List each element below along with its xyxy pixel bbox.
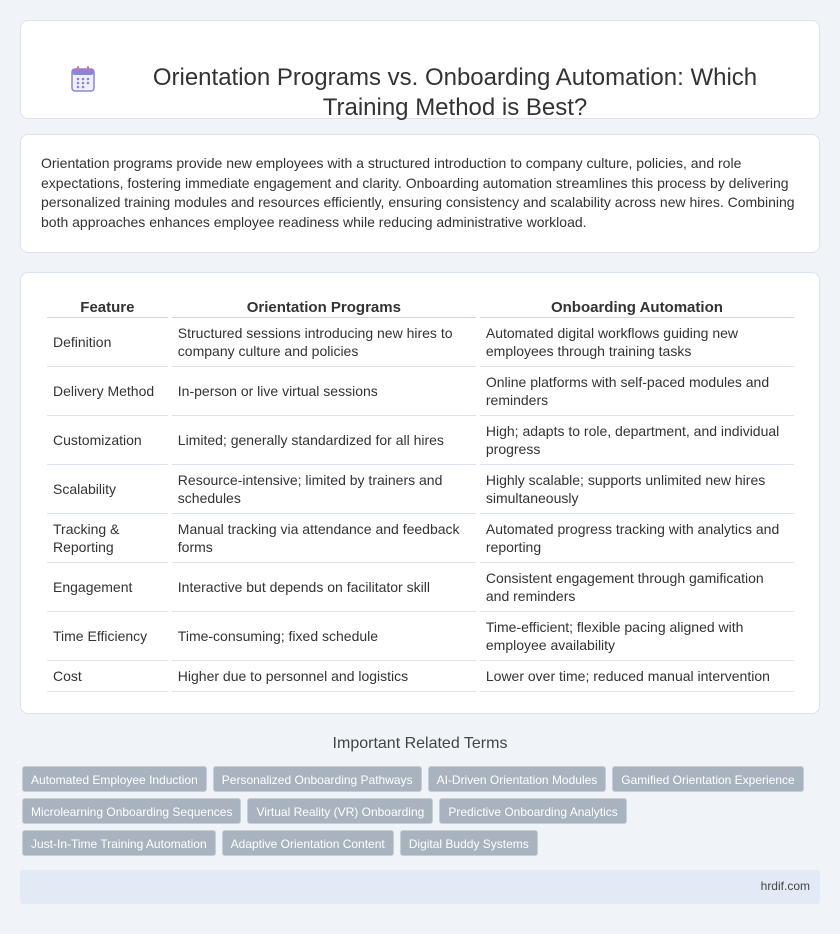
- table-row: [47, 563, 794, 612]
- feature-cell: Definition: [47, 318, 168, 367]
- related-term-tag[interactable]: Personalized Onboarding Pathways: [213, 766, 422, 792]
- orientation-cell: Limited; generally standardized for all hires: [172, 416, 476, 465]
- intro-paragraph: Orientation programs provide new employees with a structured introduction to company culture, policies, and role expectations, fostering immediate engagement and clarity. Onboarding automation streamlines this process by delivering personalized training modules and resources efficiently, ensuring consistency and scalability across new hires. Combining both approaches enhances employee readiness while reducing administrative workload.: [41, 155, 795, 230]
- related-term-tag[interactable]: Virtual Reality (VR) Onboarding: [247, 798, 433, 824]
- table-row: [47, 612, 794, 661]
- page-title: Orientation Programs vs. Onboarding Automation: Which Training Method is Best?: [152, 64, 758, 121]
- related-term-tag[interactable]: Automated Employee Induction: [22, 766, 207, 792]
- onboarding-cell: High; adapts to role, department, and individual progress: [480, 416, 794, 465]
- title-card: [20, 20, 820, 119]
- orientation-cell: Time-consuming; fixed schedule: [172, 612, 476, 661]
- related-term-tag[interactable]: Adaptive Orientation Content: [222, 830, 394, 856]
- onboarding-cell: Highly scalable; supports unlimited new hires simultaneously: [480, 465, 794, 514]
- footer: [20, 870, 820, 904]
- related-term-tag[interactable]: Gamified Orientation Experience: [612, 766, 803, 792]
- orientation-cell: Structured sessions introducing new hires to company culture and policies: [172, 318, 476, 367]
- orientation-cell: Interactive but depends on facilitator skill: [172, 563, 476, 612]
- table-row: [47, 367, 794, 416]
- onboarding-cell: Automated progress tracking with analytics and reporting: [480, 514, 794, 563]
- feature-cell: Customization: [47, 416, 168, 465]
- orientation-cell: In-person or live virtual sessions: [172, 367, 476, 416]
- footer-site-link[interactable]: hrdif.com: [760, 879, 810, 893]
- related-term-tag[interactable]: AI-Driven Orientation Modules: [428, 766, 607, 792]
- orientation-cell: Resource-intensive; limited by trainers and schedules: [172, 465, 476, 514]
- header-onboarding-automation: Onboarding Automation: [480, 296, 794, 318]
- comparison-card: [20, 272, 820, 714]
- table-header-row: [47, 296, 794, 318]
- onboarding-cell: Time-efficient; flexible pacing aligned with employee availability: [480, 612, 794, 661]
- comparison-table: [43, 296, 798, 692]
- header-feature: Feature: [47, 296, 168, 318]
- table-row: [47, 514, 794, 563]
- related-term-tag[interactable]: Predictive Onboarding Analytics: [439, 798, 626, 824]
- table-row: [47, 416, 794, 465]
- onboarding-cell: Lower over time; reduced manual intervention: [480, 661, 794, 692]
- calendar-icon: [71, 66, 95, 92]
- onboarding-cell: Automated digital workflows guiding new employees through training tasks: [480, 318, 794, 367]
- related-terms-list: [22, 766, 822, 856]
- related-terms-heading: Important Related Terms: [332, 735, 508, 752]
- table-row: [47, 465, 794, 514]
- table-row: [47, 661, 794, 692]
- feature-cell: Scalability: [47, 465, 168, 514]
- feature-cell: Cost: [47, 661, 168, 692]
- header-orientation-programs: Orientation Programs: [172, 296, 476, 318]
- related-term-tag[interactable]: Just-In-Time Training Automation: [22, 830, 216, 856]
- onboarding-cell: Online platforms with self-paced modules and reminders: [480, 367, 794, 416]
- feature-cell: Delivery Method: [47, 367, 168, 416]
- feature-cell: Engagement: [47, 563, 168, 612]
- table-row: [47, 318, 794, 367]
- feature-cell: Time Efficiency: [47, 612, 168, 661]
- related-term-tag[interactable]: Microlearning Onboarding Sequences: [22, 798, 241, 824]
- related-term-tag[interactable]: Digital Buddy Systems: [400, 830, 538, 856]
- onboarding-cell: Consistent engagement through gamification and reminders: [480, 563, 794, 612]
- orientation-cell: Higher due to personnel and logistics: [172, 661, 476, 692]
- orientation-cell: Manual tracking via attendance and feedback forms: [172, 514, 476, 563]
- intro-card: [20, 134, 820, 253]
- feature-cell: Tracking & Reporting: [47, 514, 168, 563]
